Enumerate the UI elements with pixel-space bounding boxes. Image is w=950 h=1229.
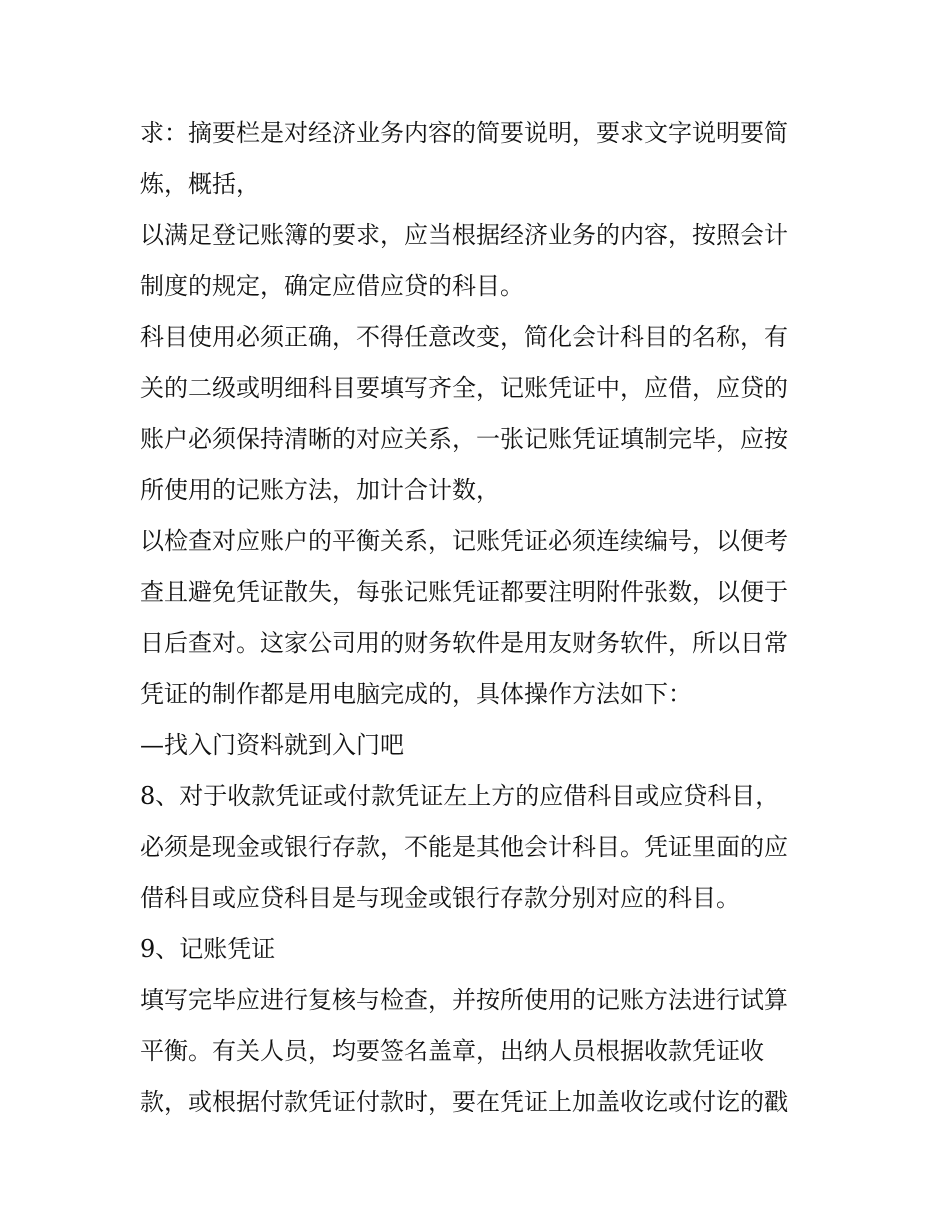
text-line: 借科目或应贷科目是与现金或银行存款分别对应的科目。 [140,884,740,912]
text-line: 必须是现金或银行存款，不能是其他会计科目。凭证里面的应 [140,833,788,861]
text-line: 查且避免凭证散失，每张记账凭证都要注明附件张数，以便于 [140,578,788,606]
text-line: 平衡。有关人员，均要签名盖章，出纳人员根据收款凭证收 [140,1037,764,1065]
text-line: 以满足登记账簿的要求，应当根据经济业务的内容，按照会计 [140,221,788,249]
text-line: 炼，概括， [140,170,260,198]
text-line: 9、记账凭证 [140,935,276,963]
text-line: —找入门资料就到入门吧 [140,731,404,759]
text-line: 关的二级或明细科目要填写齐全，记账凭证中，应借，应贷的 [140,374,788,402]
text-line: 科目使用必须正确，不得任意改变，简化会计科目的名称，有 [140,323,788,351]
text-line: 求：摘要栏是对经济业务内容的简要说明，要求文字说明要简 [140,119,788,147]
text-line: 账户必须保持清晰的对应关系，一张记账凭证填制完毕，应按 [140,425,788,453]
text-line: 日后查对。这家公司用的财务软件是用友财务软件，所以日常 [140,629,788,657]
text-line: 填写完毕应进行复核与检查，并按所使用的记账方法进行试算 [140,986,788,1014]
text-line: 以检查对应账户的平衡关系，记账凭证必须连续编号，以便考 [140,527,788,555]
document-body [140,108,820,1128]
text-line: 制度的规定，确定应借应贷的科目。 [140,272,524,300]
text-line: 所使用的记账方法，加计合计数， [140,476,500,504]
text-line: 凭证的制作都是用电脑完成的，具体操作方法如下： [140,680,692,708]
text-line: 款，或根据付款凭证付款时，要在凭证上加盖收讫或付讫的戳 [140,1088,788,1116]
text-line: 8、对于收款凭证或付款凭证左上方的应借科目或应贷科目， [140,782,780,810]
